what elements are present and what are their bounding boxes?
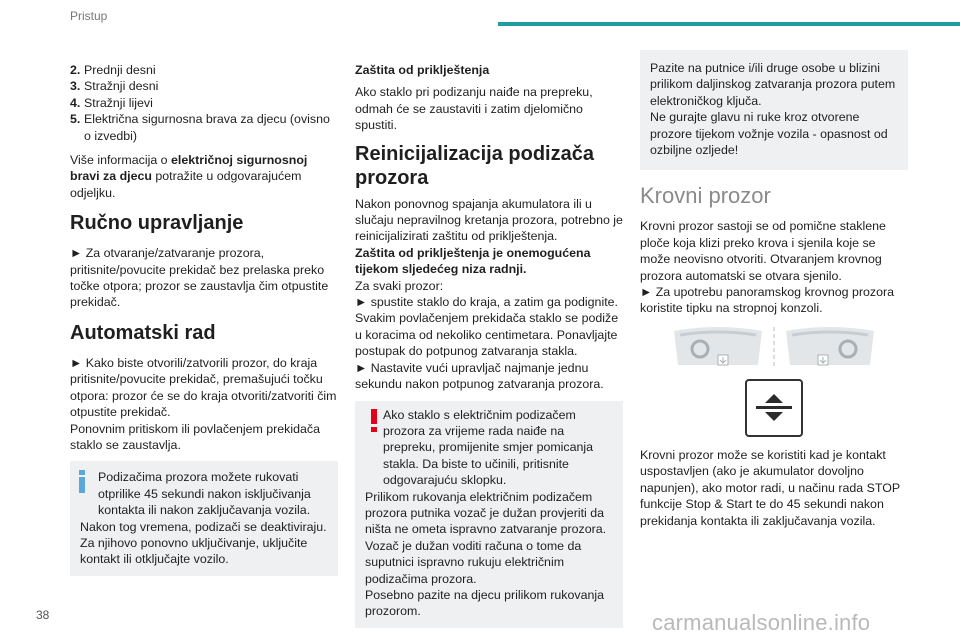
auto-text-2: Ponovnim pritiskom ili povlačenjem prekidača staklo se zaustavlja.	[70, 421, 320, 452]
header-accent-bar	[498, 22, 960, 26]
heading-manual: Ručno upravljanje	[70, 212, 244, 235]
list-text: Stražnji desni	[84, 79, 159, 94]
more-info-suffix: potražite u odgovarajućem odjeljku.	[70, 169, 302, 200]
sunroof-text-2: ► Za upotrebu panoramskog krovnog prozora koristite tipku na stropnoj konzoli.	[640, 285, 895, 316]
header-section-title: Pristup	[70, 9, 108, 23]
auto-text-1: ► Kako biste otvorili/zatvorili prozor, do kraja pritisnite/povucite prekidač, premašujući točku otpora: prozor će se do kraja otvoriti/zatvoriti čim otpustite prekidač.	[70, 355, 337, 420]
more-info-prefix: Više informacija o	[70, 153, 172, 168]
caution-text-2: Ne gurajte glavu ni ruke kroz otvorene prozore tijekom vožnje vozila - opasnost od ozbiljne ozljede!	[650, 110, 888, 158]
divider-icon	[770, 325, 778, 369]
front-seat-view-icon	[670, 325, 766, 369]
heading-sunroof: Krovni prozor	[640, 183, 771, 209]
warning-box	[355, 401, 623, 628]
caution-text-1: Pazite na putnice i/ili druge osobe u blizini prilikom daljinskog zatvaranja prozora putem elektroničkog ključa.	[650, 61, 896, 108]
roof-console-illustration	[640, 325, 908, 369]
sunroof-button-illustration	[640, 379, 908, 437]
list-item	[70, 62, 338, 78]
warning-text-3: Vozač je dužan voditi računa o tome da suputnici ispravno rukuju električnim podizačima prozora.	[365, 538, 582, 586]
column-right	[640, 62, 908, 537]
column-left	[70, 62, 338, 584]
heading-reinit: Reinicijalizacija podizača prozora	[355, 142, 594, 189]
list-item	[70, 111, 338, 144]
info-box	[70, 461, 338, 575]
sunroof-text-3: Krovni prozor može se koristiti kad je kontakt uspostavljen (ako je akumulator dovoljno napunjen), ako motor radi, u načinu rada STOP funkcije Stop & Start te do 45 sekundi nakon prekidanja kontakta ili zaključavanja vozila.	[640, 447, 900, 528]
list-item	[70, 78, 338, 94]
reinit-text-2: Za svaki prozor:	[355, 278, 444, 293]
reinit-bold-text: Zaštita od priklještenja je onemogućena tijekom sljedećeg niza radnji.	[355, 245, 591, 277]
reinit-text-1: Nakon ponovnog spajanja akumulatora ili u slučaju nepravilnog kretanja prozora, potrebno je reinicijalizirati zaštitu od priklještenja.	[355, 196, 623, 244]
parts-list	[70, 62, 338, 144]
heading-auto: Automatski rad	[70, 321, 216, 344]
sunroof-text-1: Krovni prozor sastoji se od pomične staklene ploče koja klizi preko krova i sjenila koje se može neovisno otvoriti. Otvaranjem krovnog prozora automatski se otvara sjenilo.	[640, 219, 886, 283]
more-info-paragraph	[70, 152, 338, 201]
warning-text-2: Prilikom rukovanja električnim podizačem prozora putnika vozač je dužan provjeriti da ništa ne ometa ispravno zatvaranje prozora.	[365, 489, 607, 537]
warning-icon	[371, 409, 377, 432]
page-number: 38	[36, 608, 50, 622]
warning-text-1: Ako staklo s električnim podizačem prozora za vrijeme rada naiđe na prepreku, promijenite smjer pomicanja stakla. Da biste to učinili, pritisnite odgovarajuću sklopku.	[383, 407, 594, 488]
warning-text-4: Posebno pazite na djecu prilikom rukovanja prozorom.	[365, 587, 605, 619]
manual-text: ► Za otvaranje/zatvaranje prozora, pritisnite/povucite prekidač bez prelaska preko točke otpora; prozor se zaustavlja čim otpustite prekidač.	[70, 246, 329, 310]
watermark: carmanualsonline.info	[652, 610, 871, 635]
rear-seat-view-icon	[782, 325, 878, 369]
reinit-text-3: ► spustite staklo do kraja, a zatim ga podignite. Svakim povlačenjem prekidača staklo se podiže u koracima od nekoliko centimetara. Ponavljajte postupak do potpunog zatvaranja stakla.	[355, 295, 619, 359]
reinit-text-4: ► Nastavite vući upravljač najmanje jednu sekundu nakon potpunog zatvaranja prozora.	[355, 360, 604, 392]
more-info-bold: električnoj sigurnosnoj bravi za djecu	[70, 153, 308, 184]
list-text: Stražnji lijevi	[84, 95, 153, 110]
info-icon	[79, 470, 85, 493]
info-text-1: Podizačima prozora možete rukovati otprilike 45 sekundi nakon isključivanja kontakta ili nakon zaključavanja vozila.	[98, 470, 311, 518]
list-number: 4.	[70, 95, 81, 110]
list-number: 5.	[70, 112, 81, 127]
heading-protection: Zaštita od priklještenja	[355, 63, 490, 77]
column-middle	[355, 62, 623, 636]
list-item	[70, 95, 338, 111]
caution-box	[640, 50, 908, 170]
sunroof-control-icon	[745, 379, 803, 437]
list-text: Električna sigurnosna brava za djecu (ovisno o izvedbi)	[84, 112, 330, 143]
list-number: 2.	[70, 63, 81, 77]
protection-text: Ako staklo pri podizanju naiđe na prepreku, odmah će se zaustaviti i zatim djelomično spustiti.	[355, 85, 593, 133]
list-text: Prednji desni	[84, 63, 156, 77]
info-text-2: Nakon tog vremena, podizači se deaktiviraju. Za njihovo ponovno uključivanje, uključite kontakt ili otključajte vozilo.	[80, 519, 327, 567]
list-number: 3.	[70, 79, 81, 94]
reinit-bold	[355, 245, 623, 278]
